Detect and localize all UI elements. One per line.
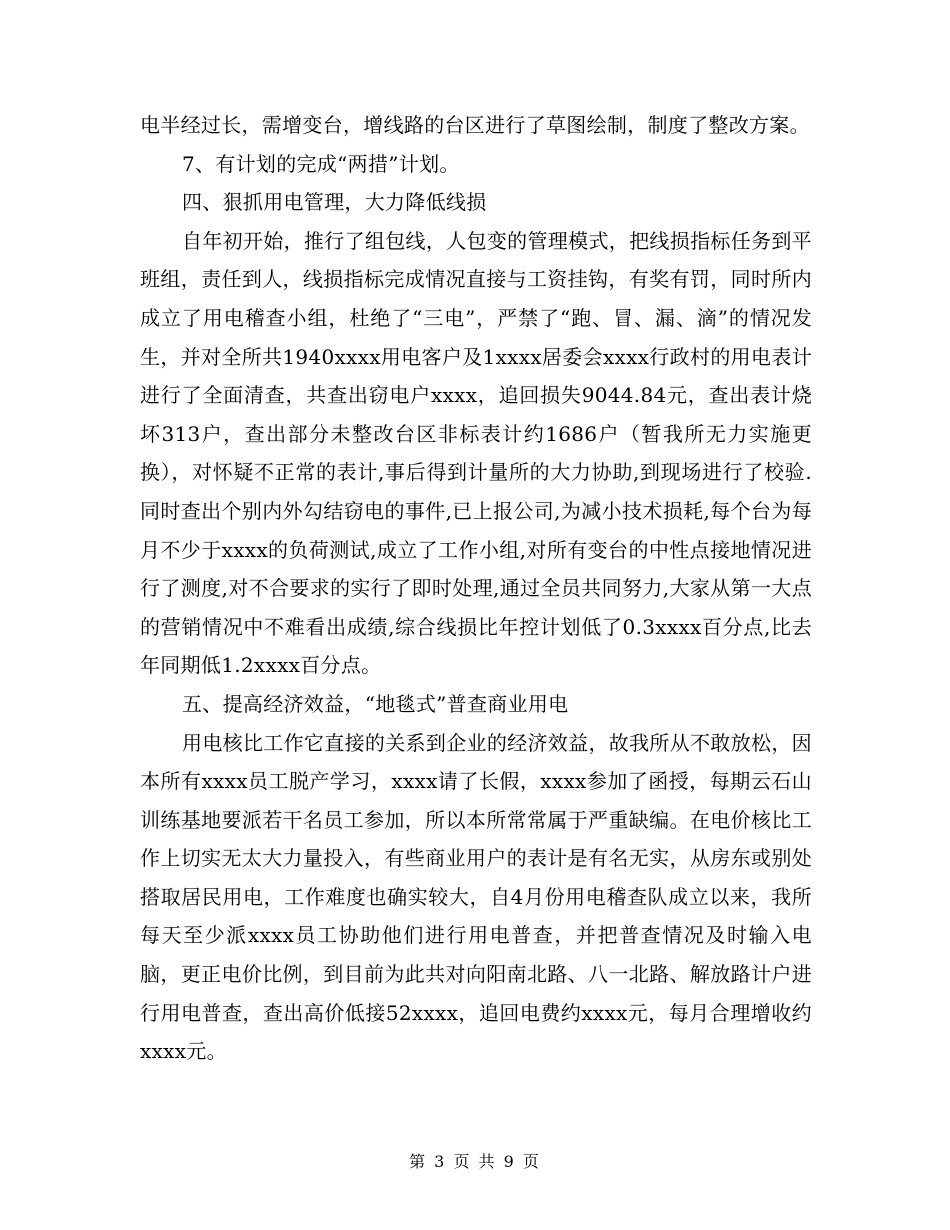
page-number-footer: 第 3 页 共 9 页 bbox=[409, 1152, 541, 1171]
paragraph-item-7: 7、有计划的完成“两措”计划。 bbox=[182, 151, 460, 176]
paragraph-continuation: 电半经过长，需增变台，增线路的台区进行了草图绘制，制度了整改方案。 bbox=[140, 113, 810, 137]
section-heading-5: 五、提高经济效益，“地毯式”普查商业用电 bbox=[182, 691, 569, 716]
paragraph-line-loss: 自年初开始，推行了组包线，人包变的管理模式，把线损指标任务到平班组，责任到人，线损指标完成情况直接与工资挂钩，有奖有罚，同时所内成立了用电稽查小组，杜绝了“三电”，严禁了“跑、冒、漏、滴”的情况发生，并对全所共1940xxxx用电客户及1xxxx居委会xxxx行政村的用电表计进行了全面清查，共查出窃电户xxxx，追回损失9044.84元，查出表计烧坏313户，查出部分未整改台区非标表计约1686户（暂我所无力实施更换），对怀疑不正常的表计,事后得到计量所的大力协助,到现场进行了校验.同时查出个别内外勾结窃电的事件,已上报公司,为减小技术损耗,每个台为每月不少于xxxx的负荷测试,成立了工作小组,对所有变台的中性点接地情况进行了测度,对不合要求的实行了即时处理,通过全员共同努力,大家从第一大点的营销情况中不难看出成绩,综合线损比年控计划低了0.3xxxx百分点,比去年同期低1.2xxxx百分点。 bbox=[140, 228, 812, 678]
section-heading-4: 四、狠抓用电管理，大力降低线损 bbox=[182, 190, 487, 215]
document-body bbox=[140, 106, 812, 1071]
paragraph-commercial-power: 用电核比工作它直接的关系到企业的经济效益，故我所从不敢放松，因本所有xxxx员工脱产学习，xxxx请了长假，xxxx参加了函授，每期云石山训练基地要派若干名员工参加，所以本所常常属于严重缺编。在电价核比工作上切实无太大力量投入，有些商业用户的表计是有名无实，从房东或别处搭取居民用电，工作难度也确实较大，自4月份用电稽查队成立以来，我所每天至少派xxxx员工协助他们进行用电普查，并把普查情况及时输入电脑，更正电价比例，到目前为此共对向阳南北路、八一北路、解放路计户进行用电普查，查出高价低接52xxxx，追回电费约xxxx元，每月合理增收约xxxx元。 bbox=[140, 730, 812, 1064]
